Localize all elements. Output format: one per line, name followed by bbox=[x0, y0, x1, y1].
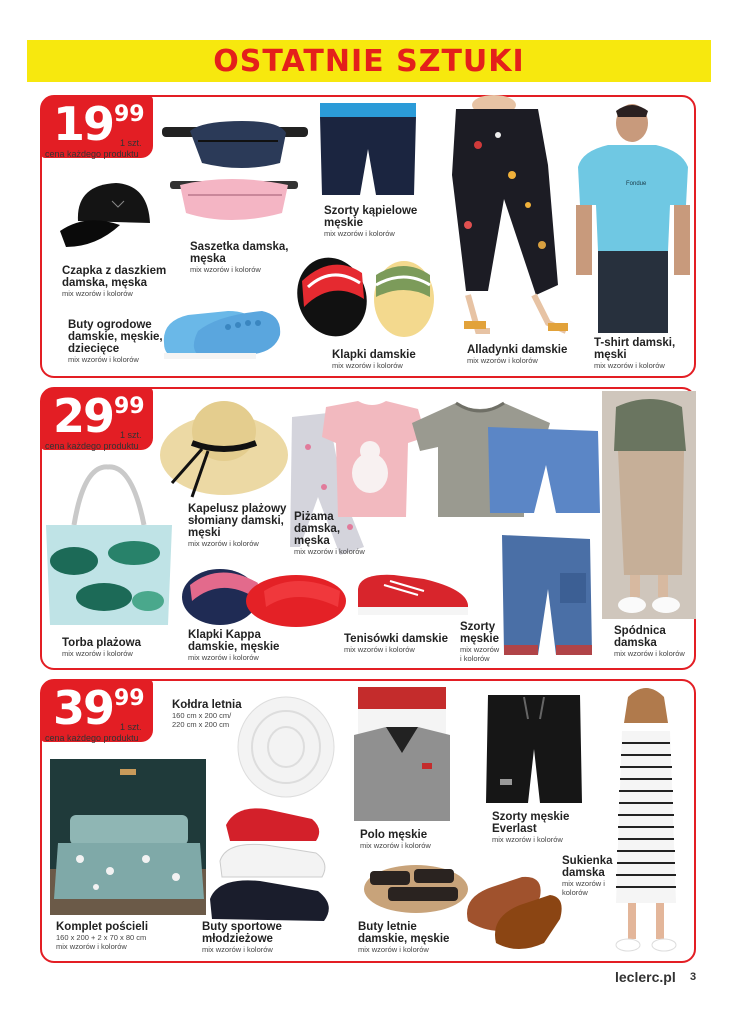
sneakers-image bbox=[354, 569, 472, 619]
bedding-image bbox=[50, 759, 206, 915]
product-cap bbox=[62, 265, 172, 298]
product-variant-note: mix wzorów i kolorów bbox=[460, 645, 500, 663]
product-variant-note: mix wzorów i kolorów bbox=[332, 361, 403, 370]
fanny-pack-navy-image bbox=[162, 117, 310, 175]
product-sport-shoes bbox=[202, 921, 302, 954]
product-name: Buty letnie damskie, męskie bbox=[358, 921, 450, 945]
garden-shoes-image bbox=[158, 291, 282, 367]
header-banner bbox=[27, 40, 711, 82]
website-link[interactable]: leclerc.pl bbox=[615, 969, 676, 985]
blue-shorts-image bbox=[486, 425, 602, 515]
product-name: Czapka z daszkiem damska, męska bbox=[62, 265, 167, 289]
product-variant-note: mix wzorów i kolorów bbox=[188, 653, 259, 662]
product-name: Klapki damskie bbox=[332, 349, 416, 361]
product-denim-shorts bbox=[460, 621, 502, 663]
sport-shoes-image bbox=[206, 805, 336, 935]
product-name: Kapelusz plażowy słomiany damski, męski bbox=[188, 503, 287, 539]
product-straw-hat bbox=[188, 503, 288, 548]
product-skirt bbox=[614, 625, 696, 658]
aladdin-pants-image bbox=[438, 95, 568, 341]
product-variant-note: mix wzorów i kolorów bbox=[360, 841, 431, 850]
product-name: Polo męskie bbox=[360, 829, 428, 841]
product-dress bbox=[562, 855, 618, 897]
skirt-woman-image bbox=[602, 391, 696, 619]
product-variant-note: mix wzorów i kolorów bbox=[358, 945, 429, 954]
product-name: Torba plażowa bbox=[62, 637, 142, 649]
duvet-image bbox=[234, 687, 336, 799]
price-cents: 99 bbox=[114, 102, 145, 127]
slides-image bbox=[288, 243, 438, 339]
price-main: 39 bbox=[53, 681, 114, 735]
price-cents: 99 bbox=[114, 686, 145, 711]
banner-title: OSTATNIE SZTUKI bbox=[213, 43, 525, 79]
product-name: Kołdra letnia bbox=[172, 699, 242, 711]
product-variant-note: mix wzorów i kolorów bbox=[62, 289, 133, 298]
price-unit: 1 szt. bbox=[120, 430, 142, 440]
product-garden-shoes bbox=[68, 319, 168, 364]
product-kappa-slides bbox=[188, 629, 288, 662]
product-name: Tenisówki damskie bbox=[344, 633, 448, 645]
svg-text:Fondue: Fondue bbox=[626, 181, 647, 187]
page-number: 3 bbox=[690, 971, 697, 983]
section-39-99 bbox=[40, 679, 696, 963]
product-fanny-pack bbox=[190, 241, 290, 274]
product-variant-note: mix wzorów i kolorów bbox=[614, 649, 685, 658]
product-name: Buty ogrodowe damskie, męskie, dziecięce bbox=[68, 319, 163, 355]
product-name: Szorty męskie Everlast bbox=[492, 811, 570, 835]
product-aladdin-pants bbox=[467, 344, 577, 365]
everlast-shorts-image bbox=[484, 693, 584, 805]
section-19-99 bbox=[40, 95, 696, 378]
swim-shorts-image bbox=[318, 101, 418, 197]
polo-shirts-image bbox=[352, 683, 452, 823]
product-tshirt bbox=[594, 337, 694, 370]
cap-image bbox=[56, 173, 160, 259]
product-variant-note: mix wzorów i kolorów bbox=[467, 356, 538, 365]
product-summer-shoes bbox=[358, 921, 458, 954]
product-variant-note: mix wzorów i kolorów bbox=[190, 265, 261, 274]
product-name: Spódnica damska bbox=[614, 625, 666, 649]
price-main: 29 bbox=[53, 389, 114, 443]
denim-shorts-image bbox=[500, 533, 594, 665]
product-name: Klapki Kappa damskie, męskie bbox=[188, 629, 280, 653]
product-name: Komplet pościeli bbox=[56, 921, 149, 933]
kappa-slides-image bbox=[180, 557, 350, 629]
tshirt-man-image bbox=[568, 101, 698, 333]
product-variant-note: 160 x 200 + 2 x 70 x 80 cm mix wzorów i kolorów bbox=[56, 933, 147, 951]
product-name: Piżama damska, męska bbox=[294, 511, 341, 547]
price-note: cena każdego produktu bbox=[45, 441, 139, 451]
price-note: cena każdego produktu bbox=[45, 733, 139, 743]
sandals-image bbox=[360, 851, 472, 919]
product-variant-note: mix wzorów i kolorów bbox=[492, 835, 563, 844]
price-unit: 1 szt. bbox=[120, 138, 142, 148]
product-sneakers bbox=[344, 633, 454, 654]
product-everlast-shorts bbox=[492, 811, 592, 844]
product-polo bbox=[360, 829, 460, 850]
price-cents: 99 bbox=[114, 394, 145, 419]
product-variant-note: mix wzorów i kolorów bbox=[202, 945, 273, 954]
product-name: Szorty kąpielowe męskie bbox=[324, 205, 418, 229]
product-name: T-shirt damski, męski bbox=[594, 337, 676, 361]
section-29-99 bbox=[40, 387, 696, 670]
price-main: 19 bbox=[53, 97, 114, 151]
product-name: Saszetka damska, męska bbox=[190, 241, 289, 265]
product-variant-note: mix wzorów i kolorów bbox=[594, 361, 665, 370]
product-slides bbox=[332, 349, 432, 370]
product-variant-note: mix wzorów i kolorów bbox=[324, 229, 395, 238]
product-name: Szorty męskie bbox=[460, 621, 500, 645]
product-beach-bag bbox=[62, 637, 172, 658]
product-variant-note: mix wzorów i kolorów bbox=[294, 547, 365, 556]
product-name: Alladynki damskie bbox=[467, 344, 568, 356]
product-variant-note: mix wzorów i kolorów bbox=[68, 355, 139, 364]
product-variant-note: mix wzorów i kolorów bbox=[344, 645, 415, 654]
fanny-pack-pink-image bbox=[170, 173, 300, 223]
product-bedding bbox=[56, 921, 156, 951]
product-name: Buty sportowe młodzieżowe bbox=[202, 921, 282, 945]
price-note: cena każdego produktu bbox=[45, 149, 139, 159]
product-name: Sukienka damska bbox=[562, 855, 613, 879]
dress-woman-image bbox=[598, 683, 694, 961]
product-duvet bbox=[172, 699, 242, 729]
price-unit: 1 szt. bbox=[120, 722, 142, 732]
product-swim-shorts bbox=[324, 205, 434, 238]
beach-bag-image bbox=[44, 461, 174, 627]
product-pyjama bbox=[294, 511, 374, 556]
product-variant-note: mix wzorów i kolorów bbox=[562, 879, 605, 897]
product-variant-note: 160 cm x 200 cm/ 220 cm x 200 cm bbox=[172, 711, 232, 729]
leather-shoes-image bbox=[462, 867, 562, 953]
product-variant-note: mix wzorów i kolorów bbox=[62, 649, 133, 658]
product-variant-note: mix wzorów i kolorów bbox=[188, 539, 259, 548]
